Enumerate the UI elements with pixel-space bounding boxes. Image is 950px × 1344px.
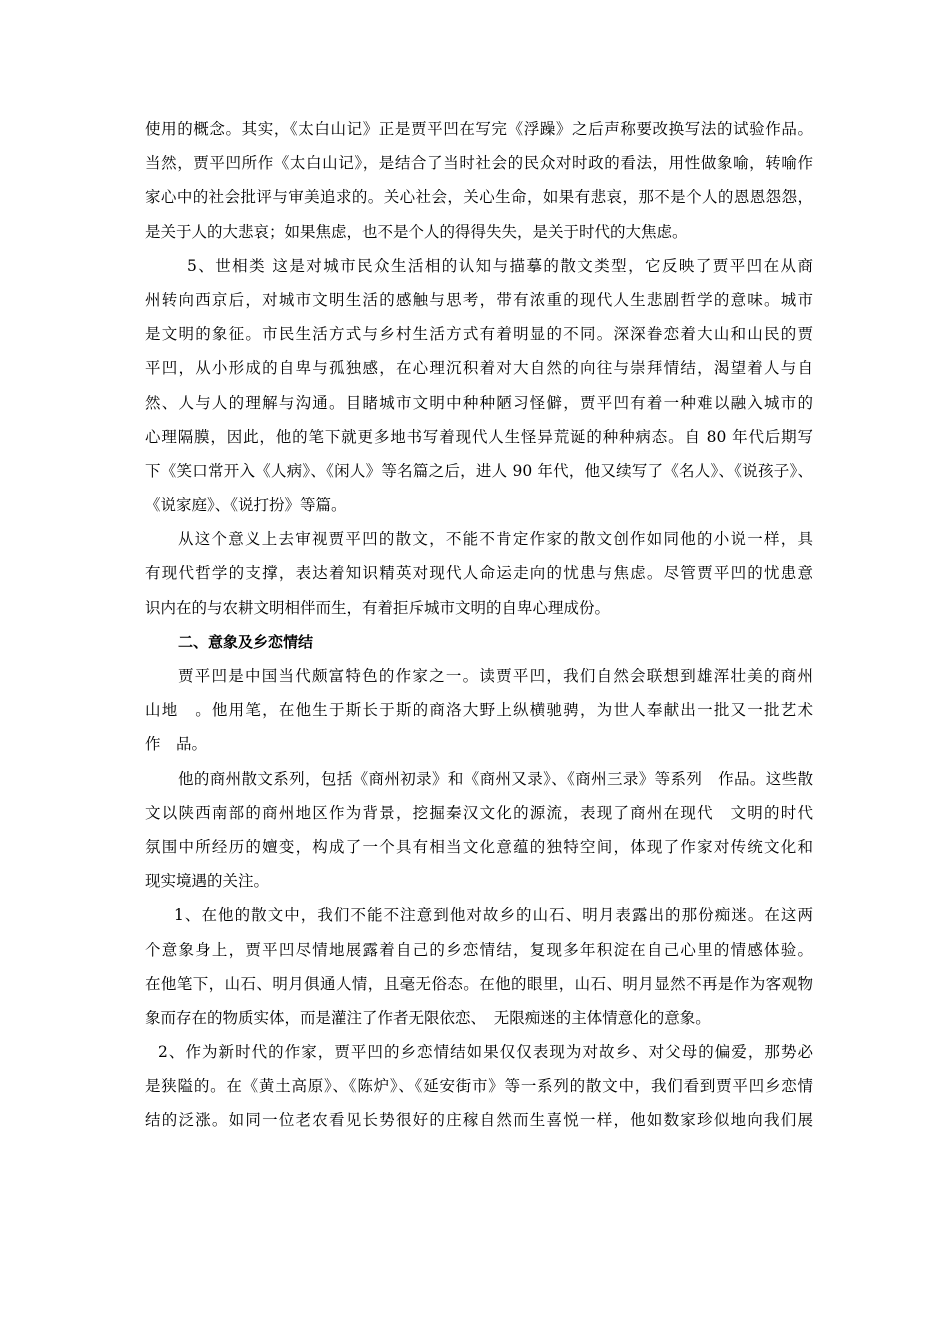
text-line: 现实境遇的关注。 <box>145 872 270 891</box>
text-line: 然、人与人的理解与沟通。目睹城市文明中种种陋习怪僻，贾平凹有着一种难以融入城市的 <box>145 393 813 412</box>
section-heading: 二、意象及乡恋情结 <box>178 632 314 651</box>
text-line: 是关于人的大悲哀；如果焦虑，也不是个人的得得失失，是关于时代的大焦虑。 <box>145 222 688 241</box>
text-line: 当然，贾平凹所作《太白山记》，是结合了当时社会的民众对时政的看法，用性做象喻，转喻作 <box>145 154 813 173</box>
text-line: 山地 。他用笔，在他生于斯长于斯的商洛大野上纵横驰骋，为世人奉献出一批又一批艺术 <box>145 701 813 720</box>
text-line: 心理隔膜，因此，他的笔下就更多地书写着现代人生怪异荒诞的种种病态。自 80 年代后期写 <box>145 427 813 446</box>
text-line: 下《笑口常开入《人病》、《闲人》等名篇之后，进人 90 年代，他又续写了《名人》、《说孩子》、 <box>145 461 813 480</box>
text-line: 个意象身上，贾平凹尽情地展露着自己的乡恋情结，复现多年积淀在自己心里的情感体验。 <box>145 940 813 959</box>
paragraph-start-line: 他的商州散文系列，包括《商州初录》和《商州又录》、《商州三录》等系列 作品。这些散 <box>178 769 813 788</box>
paragraph-start-line: 贾平凹是中国当代颇富特色的作家之一。读贾平凹，我们自然会联想到雄浑壮美的商州 <box>178 667 813 685</box>
text-line: 平凹，从小形成的自卑与孤独感，在心理沉积着对大自然的向往与崇拜情结，渴望着人与自 <box>145 359 813 378</box>
text-line: 作 品。 <box>145 735 208 754</box>
text-line: 是狭隘的。在《黄土高原》、《陈炉》、《延安街市》等一系列的散文中，我们看到贾平凹乡恋情 <box>145 1077 813 1096</box>
text-line: 文以陕西南部的商州地区作为背景，挖掘秦汉文化的源流，表现了商州在现代 文明的时代 <box>145 803 813 822</box>
text-line: 在他笔下，山石、明月俱通人情，且毫无俗态。在他的眼里，山石、明月显然不再是作为客观物 <box>145 974 813 993</box>
text-line: 结的泛涨。如同一位老农看见长势很好的庄稼自然而生喜悦一样，他如数家珍似地向我们展 <box>145 1111 813 1130</box>
text-line: 州转向西京后，对城市文明生活的感触与思考，带有浓重的现代人生悲剧哲学的意味。城市 <box>145 290 813 309</box>
document-page <box>145 112 813 1138</box>
paragraph-start-line: 5、世相类 这是对城市民众生活相的认知与描摹的散文类型，它反映了贾平凹在从商 <box>187 256 813 275</box>
paragraph-start-line: 从这个意义上去审视贾平凹的散文，不能不肯定作家的散文创作如同他的小说一样，具 <box>178 530 813 549</box>
text-line: 氛围中所经历的嬗变，构成了一个具有相当文化意蕴的独特空间，体现了作家对传统文化和 <box>145 837 813 856</box>
text-line: 有现代哲学的支撑，表达着知识精英对现代人命运走向的忧患与焦虑。尽管贾平凹的忧患意 <box>145 564 813 583</box>
text-line: 使用的概念。其实，《太白山记》正是贾平凹在写完《浮躁》之后声称要改换写法的试验作品。 <box>145 120 813 138</box>
text-line: 《说家庭》、《说打扮》等篇。 <box>145 496 347 515</box>
paragraph-start-line: 2、作为新时代的作家，贾平凹的乡恋情结如果仅仅表现为对故乡、对父母的偏爱，那势必 <box>158 1043 813 1062</box>
text-line: 识内在的与农耕文明相伴而生，有着拒斥城市文明的自卑心理成份。 <box>145 598 611 617</box>
paragraph-start-line: 1、在他的散文中，我们不能不注意到他对故乡的山石、明月表露出的那份痴迷。在这两 <box>174 906 813 925</box>
text-line: 家心中的社会批评与审美追求的。关心社会，关心生命，如果有悲哀，那不是个人的恩恩怨怨， <box>145 188 813 207</box>
text-line: 象而存在的物质实体，而是灌注了作者无限依恋、 无限痴迷的主体情意化的意象。 <box>145 1008 711 1027</box>
text-line: 是文明的象征。市民生活方式与乡村生活方式有着明显的不同。深深眷恋着大山和山民的贾 <box>145 325 813 344</box>
